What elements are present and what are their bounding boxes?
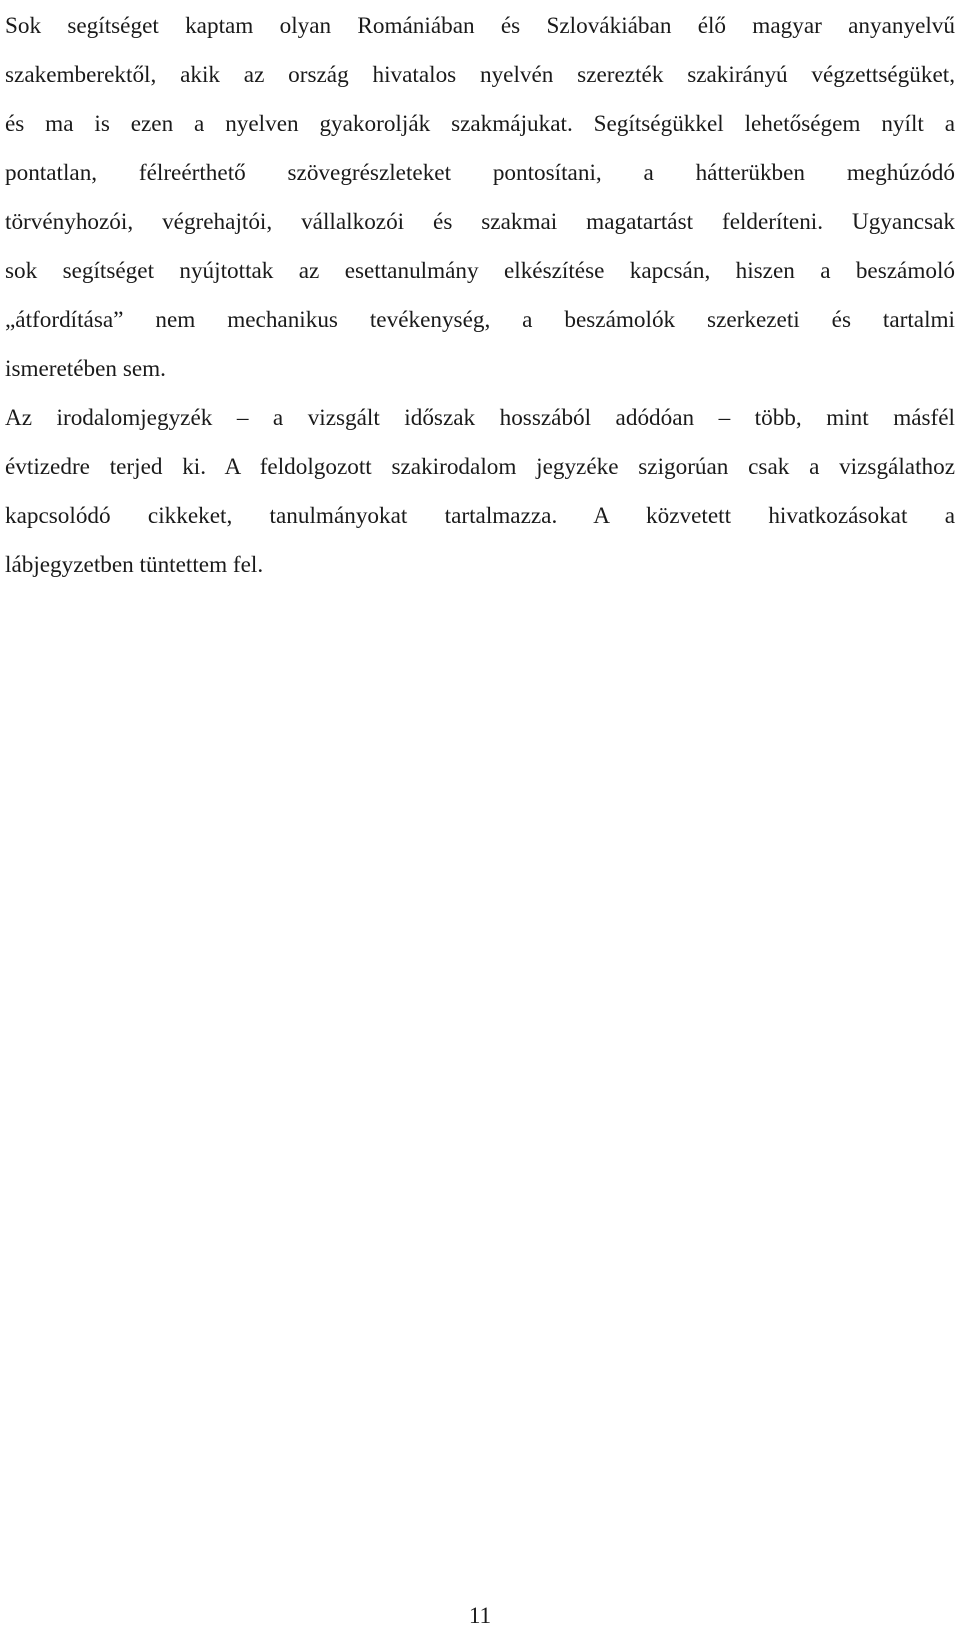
text-line: Az irodalomjegyzék – a vizsgált időszak hosszából adódóan – több, mint másfél	[5, 405, 955, 431]
text-line: kapcsolódó cikkeket, tanulmányokat tartalmazza. A közvetett hivatkozásokat a	[5, 503, 955, 529]
text-line: sok segítséget nyújtottak az esettanulmány elkészítése kapcsán, hiszen a beszámoló	[5, 258, 955, 284]
text-line: lábjegyzetben tüntettem fel.	[5, 552, 264, 578]
text-line: szakemberektől, akik az ország hivatalos nyelvén szerezték szakirányú végzettségüket,	[5, 62, 955, 88]
text-line: és ma is ezen a nyelven gyakorolják szakmájukat. Segítségükkel lehetőségem nyílt a	[5, 111, 955, 137]
body-text	[5, 2, 955, 590]
text-line: ismeretében sem.	[5, 356, 166, 382]
text-line: Sok segítséget kaptam olyan Romániában és Szlovákiában élő magyar anyanyelvű	[5, 13, 955, 39]
text-line: törvényhozói, végrehajtói, vállalkozói és szakmai magatartást felderíteni. Ugyancsak	[5, 209, 955, 235]
text-line: évtizedre terjed ki. A feldolgozott szakirodalom jegyzéke szigorúan csak a vizsgálathoz	[5, 454, 955, 480]
page-number: 11	[468, 1603, 492, 1629]
text-line: „átfordítása” nem mechanikus tevékenység, a beszámolók szerkezeti és tartalmi	[5, 307, 955, 333]
text-line: pontatlan, félreérthető szövegrészleteket pontosítani, a hátterükben meghúzódó	[5, 160, 955, 186]
